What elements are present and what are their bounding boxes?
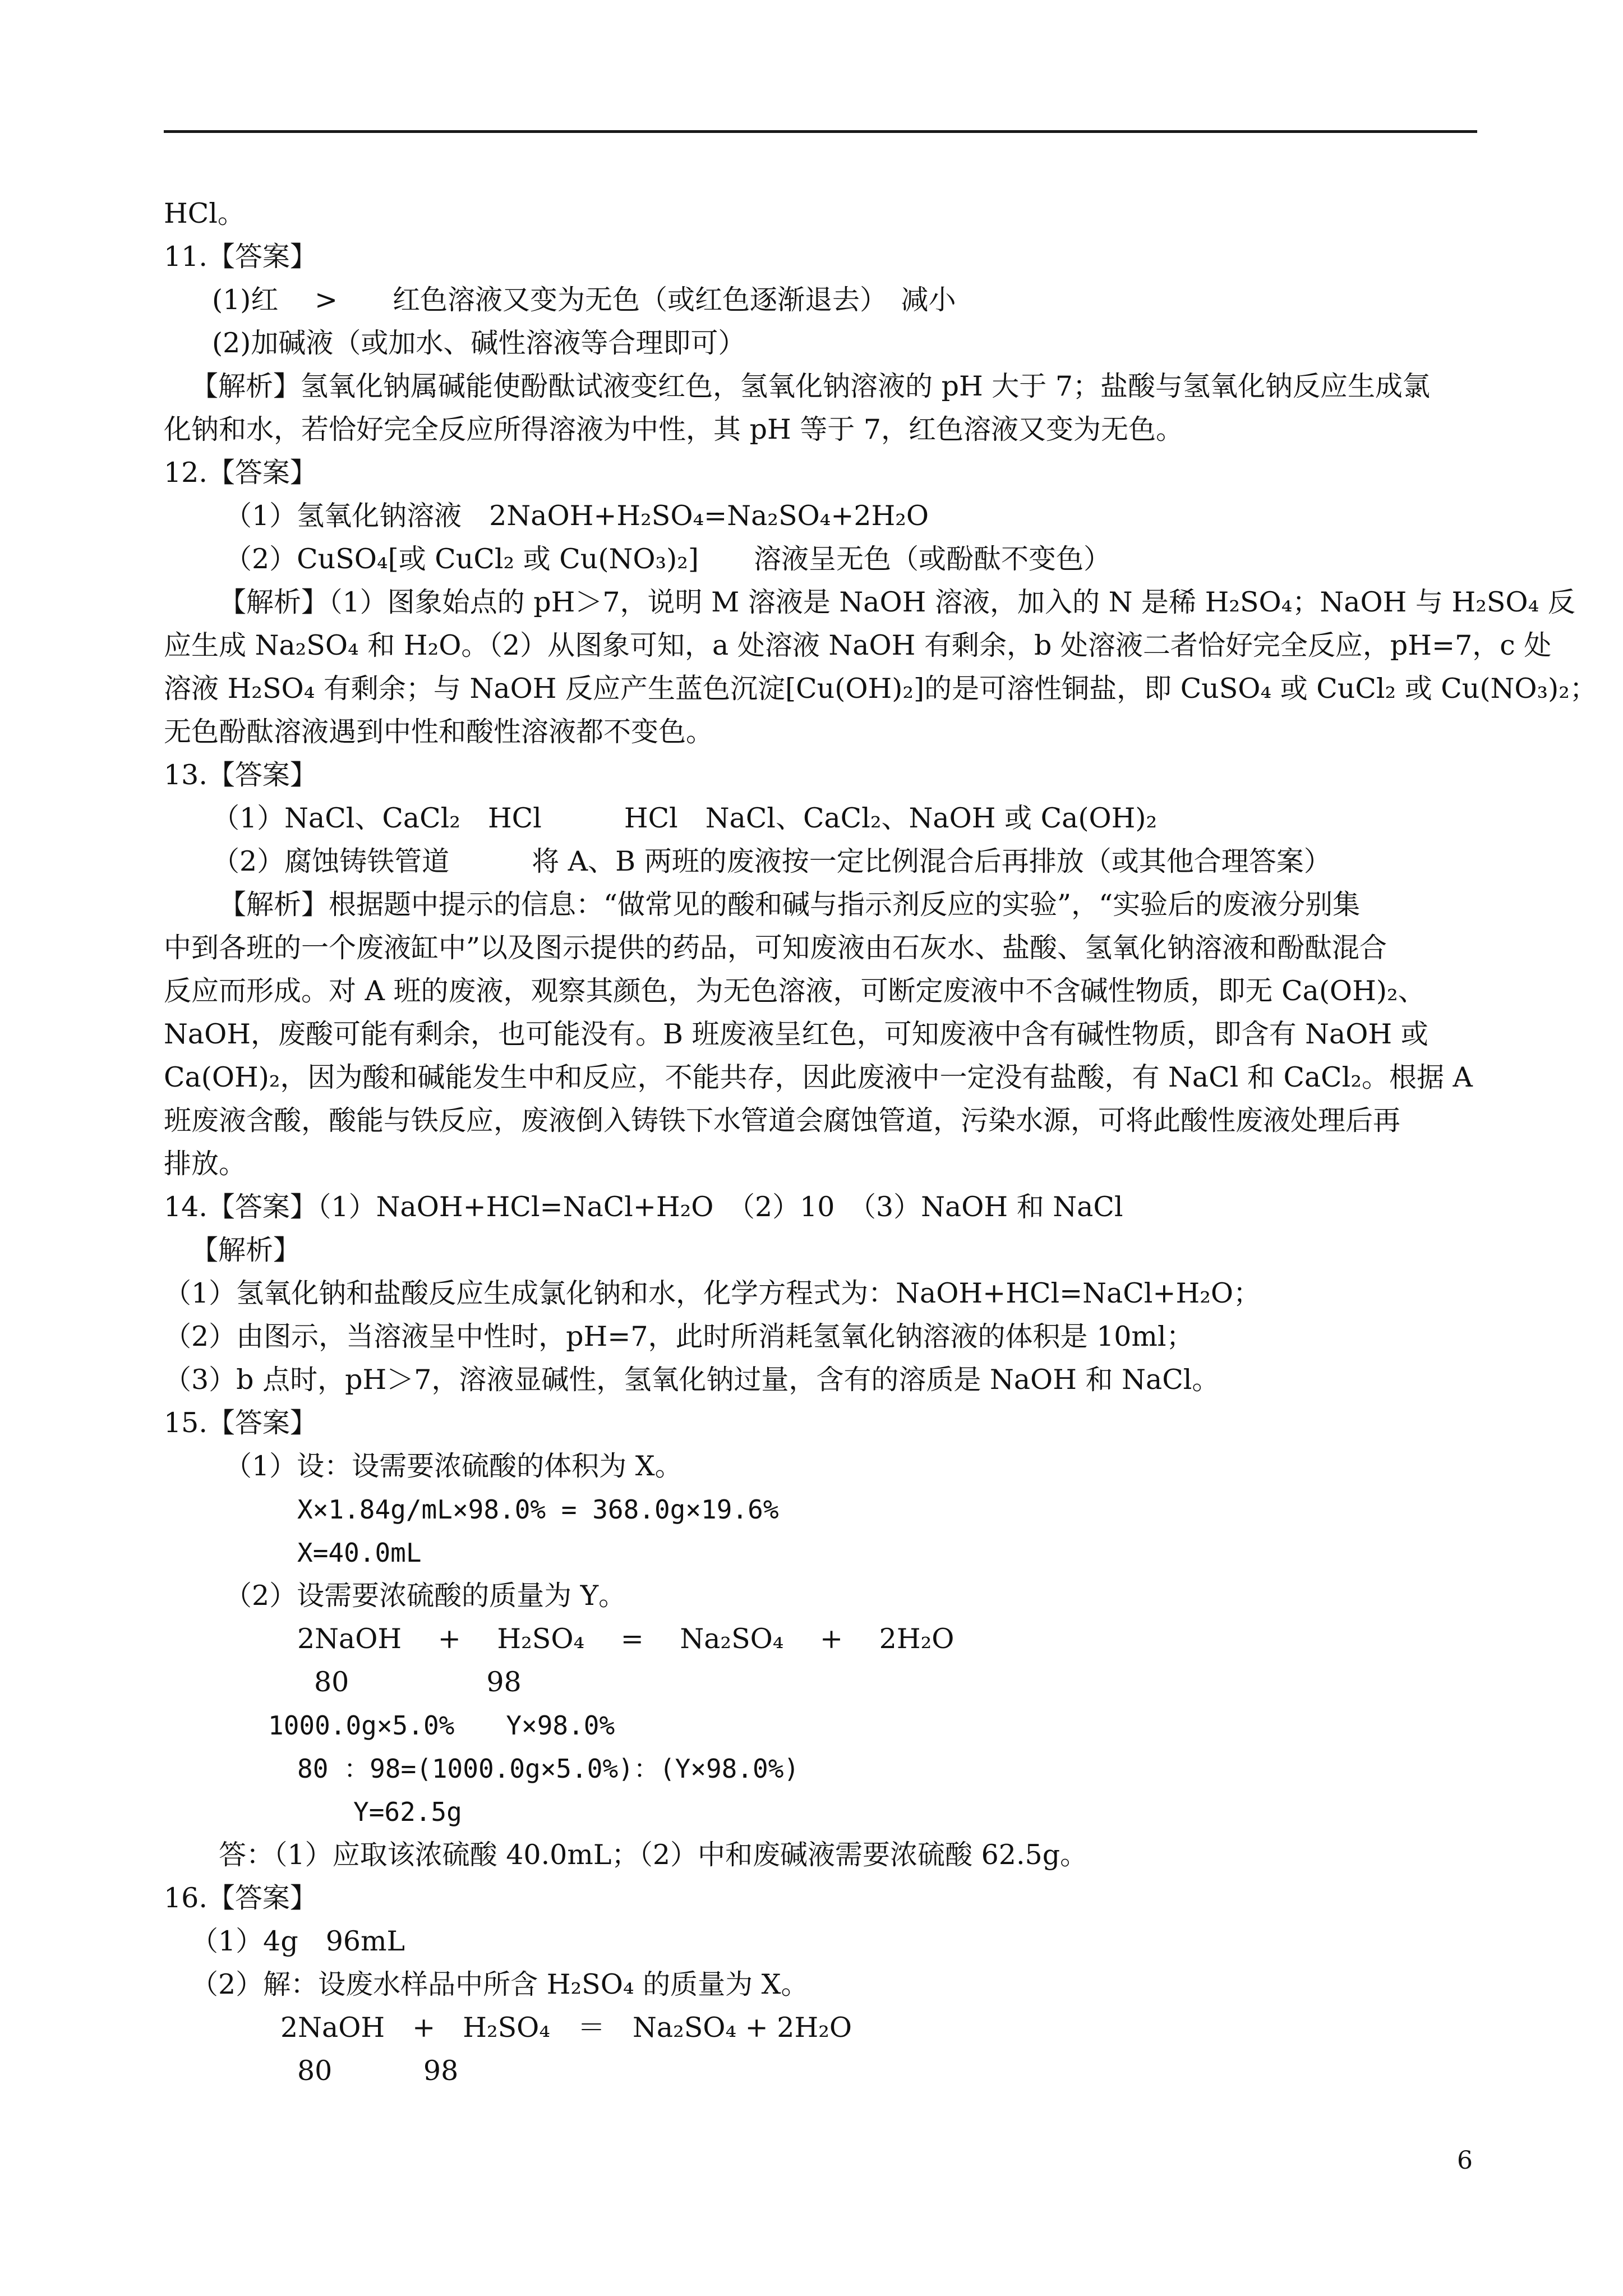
analysis-line: 【解析】氢氧化钠属碱能使酚酞试液变红色，氢氧化钠溶液的 pH 大于 7；盐酸与氢氧化钠反应生成氯 — [191, 370, 1431, 402]
text-line: （1）设：设需要浓硫酸的体积为 X。 — [224, 1450, 683, 1482]
answer-heading-15: 15.【答案】 — [164, 1407, 317, 1439]
analysis-line: 无色酚酞溶液遇到中性和酸性溶液都不变色。 — [164, 716, 714, 748]
analysis-line: （1）氢氧化钠和盐酸反应生成氯化钠和水，化学方程式为：NaOH+HCl=NaCl+H₂O； — [164, 1277, 1261, 1309]
answer-heading-13: 13.【答案】 — [164, 759, 317, 791]
analysis-line: 【解析】根据题中提示的信息：“做常见的酸和碱与指示剂反应的实验”，“实验后的废液分别集 — [219, 889, 1361, 921]
equation-line: 80 98 — [297, 2055, 459, 2087]
equation-line: 2NaOH + H₂SO₄ ＝ Na₂SO₄ + 2H₂O — [280, 2012, 852, 2044]
equation-line: X×1.84g/mL×98.0% = 368.0g×19.6% — [297, 1494, 779, 1525]
conclusion-line: 答：（1）应取该浓硫酸 40.0mL；（2）中和废碱液需要浓硫酸 62.5g。 — [219, 1839, 1088, 1871]
text-line: （2）设需要浓硫酸的质量为 Y。 — [224, 1580, 626, 1612]
equation-line: 2NaOH + H₂SO₄ = Na₂SO₄ + 2H₂O — [297, 1623, 955, 1655]
equation-line: Y=62.5g — [353, 1797, 462, 1827]
analysis-line: （2）由图示，当溶液呈中性时，pH=7，此时所消耗氢氧化钠溶液的体积是 10ml； — [164, 1320, 1194, 1352]
text-line: HCl。 — [164, 197, 245, 229]
text-line: (2)加碱液（或加水、碱性溶液等合理即可） — [212, 327, 746, 359]
analysis-line: 中到各班的一个废液缸中”以及图示提供的药品，可知废液由石灰水、盐酸、氢氧化钠溶液和酚酞混合 — [164, 932, 1387, 964]
analysis-line: 化钠和水，若恰好完全反应所得溶液为中性，其 pH 等于 7，红色溶液又变为无色。 — [164, 413, 1184, 445]
analysis-line: 反应而形成。对 A 班的废液，观察其颜色，为无色溶液，可断定废液中不含碱性物质，即无 Ca(OH)₂、 — [164, 975, 1426, 1007]
analysis-line: 排放。 — [164, 1148, 247, 1180]
equation-line: X=40.0mL — [297, 1538, 422, 1568]
page-number: 6 — [1457, 2146, 1473, 2175]
equation-line: 80 ：98=(1000.0g×5.0%)：(Y×98.0%) — [297, 1754, 800, 1784]
analysis-heading: 【解析】 — [191, 1234, 301, 1266]
header-rule — [164, 130, 1477, 133]
analysis-line: 应生成 Na₂SO₄ 和 H₂O。（2）从图象可知，a 处溶液 NaOH 有剩余，b 处溶液二者恰好完全反应，pH=7，c 处 — [164, 629, 1552, 661]
analysis-line: NaOH，废酸可能有剩余，也可能没有。B 班废液呈红色，可知废液中含有碱性物质，即含有 NaOH 或 — [164, 1018, 1428, 1050]
analysis-line: Ca(OH)₂，因为酸和碱能发生中和反应，不能共存，因此废液中一定没有盐酸，有 NaCl 和 CaCl₂。根据 A — [164, 1061, 1473, 1093]
answer-heading-12: 12.【答案】 — [164, 457, 317, 489]
equation-line: 1000.0g×5.0% Y×98.0% — [268, 1710, 615, 1741]
analysis-line: 【解析】（1）图象始点的 pH＞7，说明 M 溶液是 NaOH 溶液，加入的 N 是稀 H₂SO₄；NaOH 与 H₂SO₄ 反 — [219, 586, 1575, 618]
equation-line: 80 98 — [314, 1666, 522, 1698]
text-line: （2）CuSO₄[或 CuCl₂ 或 Cu(NO₃)₂] 溶液呈无色（或酚酞不变色） — [224, 543, 1112, 575]
text-line: （1）氢氧化钠溶液 2NaOH+H₂SO₄=Na₂SO₄+2H₂O — [224, 500, 929, 532]
analysis-line: 班废液含酸，酸能与铁反应，废液倒入铸铁下水管道会腐蚀管道，污染水源，可将此酸性废液处理后再 — [164, 1105, 1401, 1137]
analysis-line: 溶液 H₂SO₄ 有剩余；与 NaOH 反应产生蓝色沉淀[Cu(OH)₂]的是可溶性铜盐，即 CuSO₄ 或 CuCl₂ 或 Cu(NO₃)₂； — [164, 673, 1597, 705]
analysis-line: （3）b 点时，pH＞7，溶液显碱性，氢氧化钠过量，含有的溶质是 NaOH 和 NaCl。 — [164, 1364, 1220, 1396]
text-line: （2）腐蚀铸铁管道 将 A、B 两班的废液按一定比例混合后再排放（或其他合理答案） — [212, 845, 1331, 877]
answer-heading-14: 14.【答案】（1）NaOH+HCl=NaCl+H₂O （2）10 （3）NaOH 和 NaCl — [164, 1191, 1123, 1223]
answer-heading-11: 11.【答案】 — [164, 241, 317, 273]
text-line: (1)红 > 红色溶液又变为无色（或红色逐渐退去） 减小 — [212, 284, 956, 316]
text-line: （2）解：设废水样品中所含 H₂SO₄ 的质量为 X。 — [191, 1968, 809, 2000]
text-line: （1）NaCl、CaCl₂ HCl HCl NaCl、CaCl₂、NaOH 或 Ca(OH)₂ — [212, 802, 1158, 834]
answer-heading-16: 16.【答案】 — [164, 1882, 317, 1914]
text-line: （1）4g 96mL — [191, 1925, 405, 1957]
